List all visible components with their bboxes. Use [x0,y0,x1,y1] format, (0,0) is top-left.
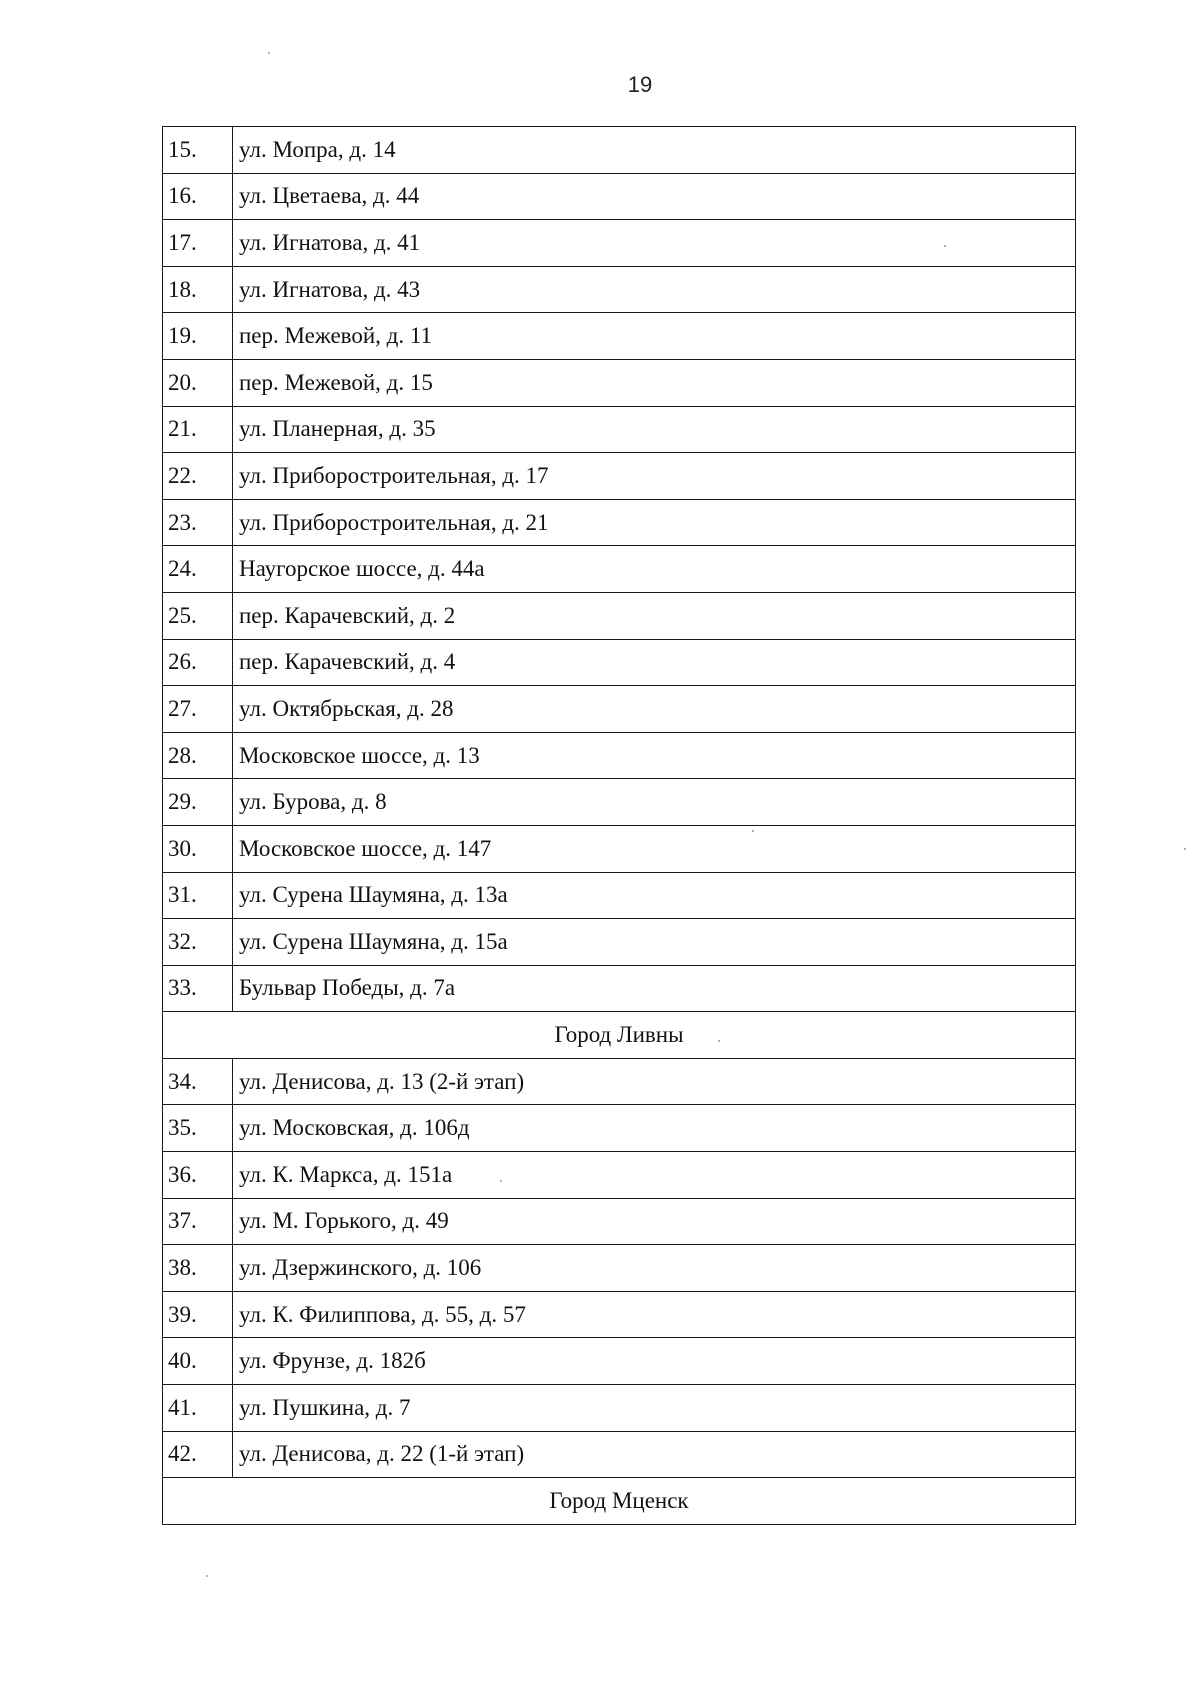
row-number: 42. [163,1431,233,1478]
row-address: ул. Сурена Шаумяна, д. 13а [233,872,1076,919]
row-number: 29. [163,779,233,826]
row-address: Московское шоссе, д. 147 [233,825,1076,872]
row-address: ул. Денисова, д. 13 (2-й этап) [233,1058,1076,1105]
table-row [163,779,1076,826]
scan-speck [268,52,270,54]
table-row [163,453,1076,500]
row-number: 35. [163,1105,233,1152]
table-row [163,732,1076,779]
scan-speck [500,1180,502,1182]
row-address: ул. М. Горького, д. 49 [233,1198,1076,1245]
row-number: 19. [163,313,233,360]
table-row [163,406,1076,453]
address-table-body [163,127,1076,1525]
row-address: ул. К. Маркса, д. 151а [233,1152,1076,1199]
row-number: 36. [163,1152,233,1199]
row-number: 17. [163,220,233,267]
table-row [163,127,1076,174]
address-table [162,126,1076,1525]
table-row [163,1291,1076,1338]
table-row [163,359,1076,406]
row-number: 21. [163,406,233,453]
row-address: Бульвар Победы, д. 7а [233,965,1076,1012]
row-address: ул. Сурена Шаумяна, д. 15а [233,919,1076,966]
table-row [163,499,1076,546]
table-row [163,1338,1076,1385]
table-row [163,686,1076,733]
table-row [163,220,1076,267]
row-address: ул. Бурова, д. 8 [233,779,1076,826]
table-row [163,173,1076,220]
table-row [163,1431,1076,1478]
row-number: 32. [163,919,233,966]
table-row [163,592,1076,639]
row-number: 25. [163,592,233,639]
section-header-row [163,1012,1076,1059]
row-address: пер. Карачевский, д. 4 [233,639,1076,686]
row-number: 18. [163,266,233,313]
section-header-row [163,1478,1076,1525]
section-title: Город Мценск [163,1478,1076,1525]
row-address: ул. Игнатова, д. 43 [233,266,1076,313]
page-number: 19 [627,72,653,97]
row-address: ул. Мопра, д. 14 [233,127,1076,174]
row-address: ул. Октябрьская, д. 28 [233,686,1076,733]
table-row [163,872,1076,919]
row-address: ул. Приборостроительная, д. 17 [233,453,1076,500]
row-number: 15. [163,127,233,174]
scan-speck [206,1575,208,1577]
row-address: ул. Дзержинского, д. 106 [233,1245,1076,1292]
table-row [163,1058,1076,1105]
table-row [163,1198,1076,1245]
row-address: ул. К. Филиппова, д. 55, д. 57 [233,1291,1076,1338]
table-row [163,1152,1076,1199]
row-address: пер. Межевой, д. 11 [233,313,1076,360]
table-row [163,825,1076,872]
table-row [163,1245,1076,1292]
row-number: 40. [163,1338,233,1385]
row-number: 26. [163,639,233,686]
table-row [163,639,1076,686]
row-address: ул. Фрунзе, д. 182б [233,1338,1076,1385]
table-row [163,965,1076,1012]
row-number: 28. [163,732,233,779]
scan-speck [718,1040,720,1042]
row-number: 39. [163,1291,233,1338]
row-address: ул. Пушкина, д. 7 [233,1385,1076,1432]
row-number: 38. [163,1245,233,1292]
section-title: Город Ливны [163,1012,1076,1059]
row-number: 37. [163,1198,233,1245]
table-row [163,1105,1076,1152]
row-number: 24. [163,546,233,593]
row-address: пер. Карачевский, д. 2 [233,592,1076,639]
table-row [163,266,1076,313]
table-row [163,1385,1076,1432]
row-number: 23. [163,499,233,546]
row-address: ул. Планерная, д. 35 [233,406,1076,453]
row-number: 34. [163,1058,233,1105]
row-address: ул. Денисова, д. 22 (1-й этап) [233,1431,1076,1478]
table-row [163,546,1076,593]
row-address: пер. Межевой, д. 15 [233,359,1076,406]
row-address: ул. Игнатова, д. 41 [233,220,1076,267]
scan-speck [752,830,754,832]
row-number: 27. [163,686,233,733]
row-number: 20. [163,359,233,406]
scan-speck [944,245,946,247]
row-address: ул. Приборостроительная, д. 21 [233,499,1076,546]
row-number: 33. [163,965,233,1012]
row-address: Наугорское шоссе, д. 44а [233,546,1076,593]
row-number: 30. [163,825,233,872]
row-address: Московское шоссе, д. 13 [233,732,1076,779]
scan-speck [1184,848,1186,850]
row-number: 31. [163,872,233,919]
table-row [163,919,1076,966]
row-number: 41. [163,1385,233,1432]
row-address: ул. Московская, д. 106д [233,1105,1076,1152]
table-row [163,313,1076,360]
row-number: 16. [163,173,233,220]
row-address: ул. Цветаева, д. 44 [233,173,1076,220]
row-number: 22. [163,453,233,500]
